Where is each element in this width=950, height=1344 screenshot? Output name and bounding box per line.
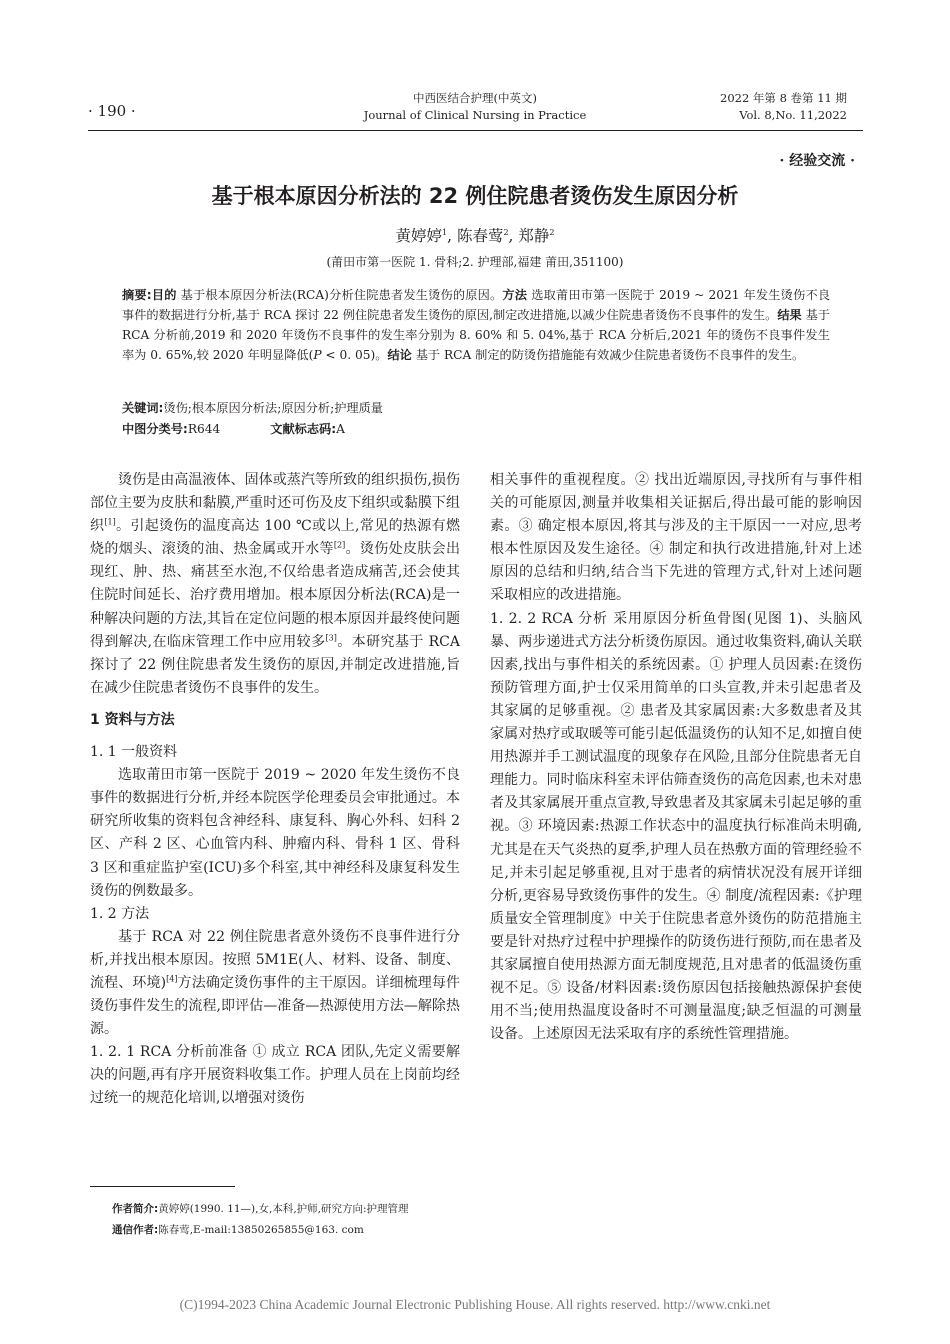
subsubsection-heading: 1. 2. 2 RCA 分析 xyxy=(490,610,608,627)
author-name: 郑静 xyxy=(518,227,550,245)
citation: [1] xyxy=(104,517,116,527)
author-affil-mark: 2 xyxy=(503,227,509,237)
author-name: 黄婷婷 xyxy=(395,227,442,245)
body-right-column xyxy=(490,469,862,1046)
keywords-text: 烫伤;根本原因分析法;原因分析;护理质量 xyxy=(163,401,383,415)
paragraph-rca-preparation: 1. 2. 1 RCA 分析前准备 ① 成立 RCA 团队,先定义需要解决的问题,再有序开展资料收集工作。护理人员在上岗前均经过统一的规范化培训,以增强对烫伤 xyxy=(90,1044,460,1107)
subsubsection-heading: 1. 2. 1 RCA 分析前准备 xyxy=(90,1044,248,1061)
citation: [3] xyxy=(325,633,337,642)
column-tag: · 经验交流 · xyxy=(779,153,855,169)
journal-name xyxy=(320,90,630,124)
clc-code: R644 xyxy=(187,422,221,436)
paragraph-methods: 基于 RCA 对 22 例住院患者意外烫伤不良事件进行分析,并找出根本原因。按照 5M1E(人、材料、设备、制度、流程、环境)[4]方法确定烫伤事件的主干原因。详细梳理每件烫伤事件发生的流程,即评估—准备—热源使用方法—解除热源。 xyxy=(90,928,461,1038)
keywords xyxy=(122,398,830,418)
issue-en: Vol. 8,No. 11,2022 xyxy=(739,108,847,122)
journal-name-cn: 中西医结合护理(中英文) xyxy=(413,91,537,105)
citation: [2] xyxy=(333,540,346,550)
author-list xyxy=(0,224,950,246)
result-label: 结果 xyxy=(777,308,802,322)
intro-paragraph: 烫伤是由高温液体、固体或蒸汽等所致的组织损伤,损伤部位主要为皮肤和黏膜,严重时还可伤及皮下组织或黏膜下组织[1]。引起烫伤的温度高达 100 ℃或以上,常见的热源有燃烧的烟头、滚烫的油、热金属或开水等[2]。烫伤处皮肤会出现红、肿、热、痛甚至水泡,不仅给患者造成痛苦,还会使其住院时间延长、治疗费用增加。根本原因分析法(RCA)是一种解决问题的方法,其旨在定位问题的根本原因并最终使问题得到解决,在临床管理工作中应用较多[3]。本研究基于 RCA 探讨了 22 例住院患者发生烫伤的原因,并制定改进措施,旨在减少住院患者烫伤不良事件的发生。 xyxy=(90,472,461,696)
copyright-watermark: (C)1994-2023 China Academic Journal Electronic Publishing House. All rights reserved. http://www.cnki.net xyxy=(179,1297,771,1312)
footnote xyxy=(112,1199,409,1241)
paragraph-general-data: 选取莆田市第一医院于 2019 ~ 2020 年发生烫伤不良事件的数据进行分析,并经本院医学伦理委员会审批通过。本研究所收集的资料包含神经科、康复科、胸心外科、妇科 2 区、产科 2 区、心血管内科、肿瘤内科、骨科 1 区、骨科 3 区和重症监护室(ICU)多个科室,其中神经科及康复科发生烫伤的例数最多。 xyxy=(90,767,460,899)
abstract xyxy=(122,285,830,365)
body-left-column xyxy=(90,469,460,1111)
author-separator: , xyxy=(447,227,457,245)
classification xyxy=(122,420,345,437)
paragraph-continued: 相关事件的重视程度。② 找出近端原因,寻找所有与事件相关的可能原因,测量并收集相关证据后,得出最可能的影响因素。③ 确定根本原因,将其与涉及的主干原因一一对应,思考根本性原因及发生途径。④ 制定和执行改进措施,针对上述原因的总结和归纳,结合当下先进的管理方式,针对上述问题采取相应的改进措施。 xyxy=(490,472,862,604)
abstract-label: 摘要: xyxy=(122,288,152,302)
method-text: 选取莆田市第一医院于 2019 ~ 2021 年发生烫伤不良事件的数据进行分析,基于 RCA 探讨 22 例住院患者发生烫伤的原因,制定改进措施,以减少住院患者烫伤不良事件的发生。 xyxy=(122,288,831,322)
result-text-end: < 0. 05)。 xyxy=(321,348,388,362)
doc-code-label: 文献标志码: xyxy=(270,422,337,436)
page-number: · 190 · xyxy=(88,102,136,120)
paragraph-rca-analysis: 1. 2. 2 RCA 分析 采用原因分析鱼骨图(见图 1)、头脑风暴、两步递进式方法分析烫伤原因。通过收集资料,确认关联因素,找出与事件相关的系统因素。① 护理人员因素:在烫伤预防管理方面,护士仅采用简单的口头宣教,并未引起患者及其家属的足够重视。② 患者及其家属因素:大多数患者及其家属对热疗或取暖等可能引起低温烫伤的认知不足,如擅自使用热源并手工测试温度的现象存在风险,且部分住院患者无自理能力。同时临床科室未评估筛查烫伤的高危因素,也未对患者及其家属展开重点宣教,导致患者及其家属未引起足够的重视。③ 环境因素:热源工作状态中的温度执行标准尚未明确,尤其是在天气炎热的夏季,护理人员在热敷方面的管理经验不足,并未引起足够重视,且对于患者的病情状况没有展开详细分析,更容易导致烫伤事件的发生。④ 制度/流程因素:《护理质量安全管理制度》中关于住院患者意外烫伤的防范措施主要是针对热疗过程中护理操作的防烫伤进行预防,而在患者及其家属擅自使用热源方面无制度规范,且对患者的低温烫伤重视不足。⑤ 设备/材料因素:烫伤原因包括接触热源保护套使用不当;使用热温度设备时不可测量温度;缺乏恒温的可测量设备。上述原因无法采取有序的系统性管理措施。 xyxy=(490,610,862,1043)
issue-info xyxy=(720,90,847,124)
objective-text: 基于根本原因分析法(RCA)分析住院患者发生烫伤的原因。 xyxy=(176,288,503,302)
author-affil-mark: 2 xyxy=(549,227,555,237)
keywords-label: 关键词: xyxy=(122,401,164,415)
conclusion-label: 结论 xyxy=(387,348,412,362)
author-bio-label: 作者简介: xyxy=(112,1203,159,1215)
author-bio: 作者简介:黄婷婷(1990. 11—),女,本科,护师,研究方向:护理管理 xyxy=(112,1203,409,1215)
result-text: 基于 RCA 分析前,2019 和 2020 年烫伤不良事件的发生率分别为 8. 60% 和 5. 04%,基于 RCA 分析后,2021 年的烫伤不良事件发生率为 0. 65%,较 2020 年明显降低( xyxy=(122,308,830,362)
author-name: 陈春莺 xyxy=(456,227,504,245)
footnote-divider xyxy=(90,1186,235,1187)
p-value-symbol: P xyxy=(313,348,322,362)
affiliation: (莆田市第一医院 1. 骨科;2. 护理部,福建 莆田,351100) xyxy=(326,255,624,269)
author-separator: , xyxy=(508,227,519,245)
article-title: 基于根本原因分析法的 22 例住院患者烫伤发生原因分析 xyxy=(211,184,739,208)
conclusion-text: 基于 RCA 制定的防烫伤措施能有效减少住院患者烫伤不良事件的发生。 xyxy=(411,348,805,362)
issue-cn: 2022 年第 8 卷第 11 期 xyxy=(720,91,847,105)
section-heading: 1 资料与方法 xyxy=(90,711,175,728)
doc-code: A xyxy=(336,422,345,436)
author-affil-mark: 1 xyxy=(441,227,448,237)
clc-label: 中图分类号: xyxy=(122,422,188,436)
corresponding-label: 通信作者: xyxy=(112,1224,159,1236)
citation: [4] xyxy=(166,974,178,984)
corresponding-author: 通信作者:陈春莺,E-mail:13850265855@163. com xyxy=(112,1224,364,1236)
journal-name-en: Journal of Clinical Nursing in Practice xyxy=(363,108,587,122)
subsection-heading: 1. 1 一般资料 xyxy=(90,744,178,761)
header-divider xyxy=(88,130,863,131)
subsection-heading: 1. 2 方法 xyxy=(90,905,150,922)
method-label: 方法 xyxy=(502,288,528,302)
objective-label: 目的 xyxy=(151,288,177,302)
